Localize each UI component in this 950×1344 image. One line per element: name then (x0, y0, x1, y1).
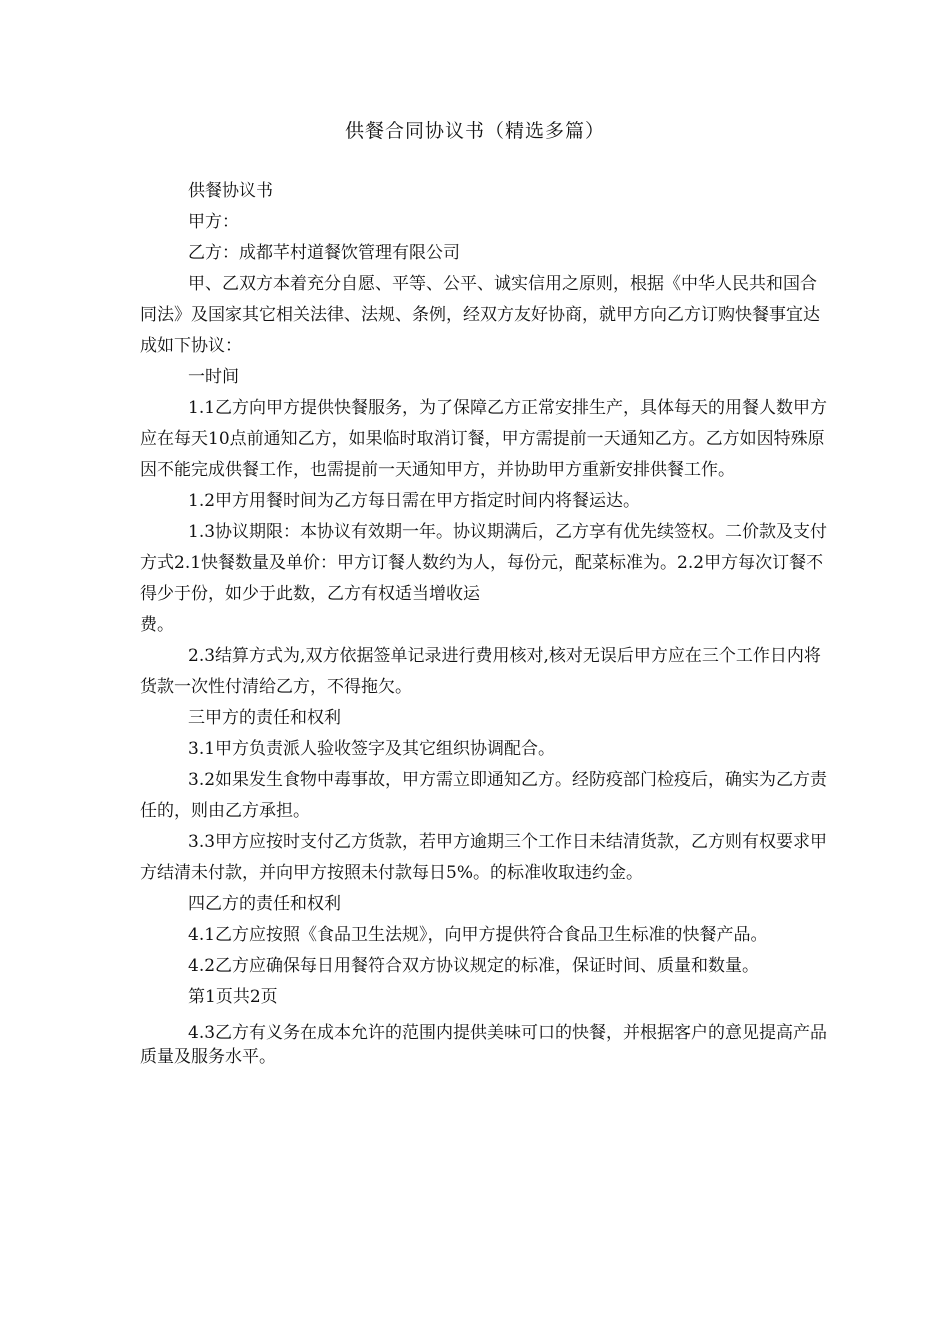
section-heading-party-b: 四乙方的责任和权利 (188, 894, 341, 914)
clause-1-1: 1.1乙方向甲方提供快餐服务，为了保障乙方正常安排生产，具体每天的用餐人数甲方应在每天10点前通知乙方，如果临时取消订餐，甲方需提前一天通知乙方。乙方如因特殊原因不能完成供餐工作，也需提前一天通知甲方，并协助甲方重新安排供餐工作。 (140, 398, 828, 480)
clause-4-2: 4.2乙方应确保每日用餐符合双方协议规定的标准，保证时间、质量和数量。 (188, 956, 760, 976)
clause-1-2: 1.2甲方用餐时间为乙方每日需在甲方指定时间内将餐运达。 (188, 491, 641, 511)
section-heading-time: 一时间 (188, 367, 239, 387)
document-body (140, 176, 830, 1069)
clause-3-1: 3.1甲方负责派人验收签字及其它组织协调配合。 (188, 739, 556, 759)
paragraph-party-a: 甲方： (188, 212, 239, 232)
paragraph-preamble: 甲、乙双方本着充分自愿、平等、公平、诚实信用之原则，根据《中华人民共和国合同法》及国家其它相关法律、法规、条例，经双方友好协商，就甲方向乙方订购快餐事宜达成如下协议： (140, 274, 820, 356)
section-heading-party-a: 三甲方的责任和权利 (188, 708, 341, 728)
clause-4-3: 4.3乙方有义务在成本允许的范围内提供美味可口的快餐，并根据客户的意见提高产品质量及服务水平。 (140, 1023, 828, 1067)
clause-fee-tail: 费。 (140, 615, 174, 635)
paragraph-heading-agreement: 供餐协议书 (188, 181, 273, 201)
clause-3-3: 3.3甲方应按时支付乙方货款，若甲方逾期三个工作日未结清货款，乙方则有权要求甲方结清未付款，并向甲方按照未付款每日5%。的标准收取违约金。 (140, 832, 828, 883)
paragraph-party-b: 乙方：成都芊村道餐饮管理有限公司 (188, 243, 460, 263)
clause-4-1: 4.1乙方应按照《食品卫生法规》，向甲方提供符合食品卫生标准的快餐产品。 (188, 925, 768, 945)
document-title: 供餐合同协议书（精选多篇） (344, 120, 605, 142)
page-number: 第1页共2页 (188, 987, 278, 1007)
clause-3-2: 3.2如果发生食物中毒事故，甲方需立即通知乙方。经防疫部门检疫后，确实为乙方责任的，则由乙方承担。 (140, 770, 828, 821)
clause-2-3: 2.3结算方式为,双方依据签单记录进行费用核对,核对无误后甲方应在三个工作日内将货款一次性付清给乙方，不得拖欠。 (140, 646, 821, 697)
clause-1-3: 1.3协议期限：本协议有效期一年。协议期满后，乙方享有优先续签权。二价款及支付方式2.1快餐数量及单价：甲方订餐人数约为人，每份元，配菜标准为。2.2甲方每次订餐不得少于份，如少于此数，乙方有权适当增收运 (140, 522, 828, 604)
